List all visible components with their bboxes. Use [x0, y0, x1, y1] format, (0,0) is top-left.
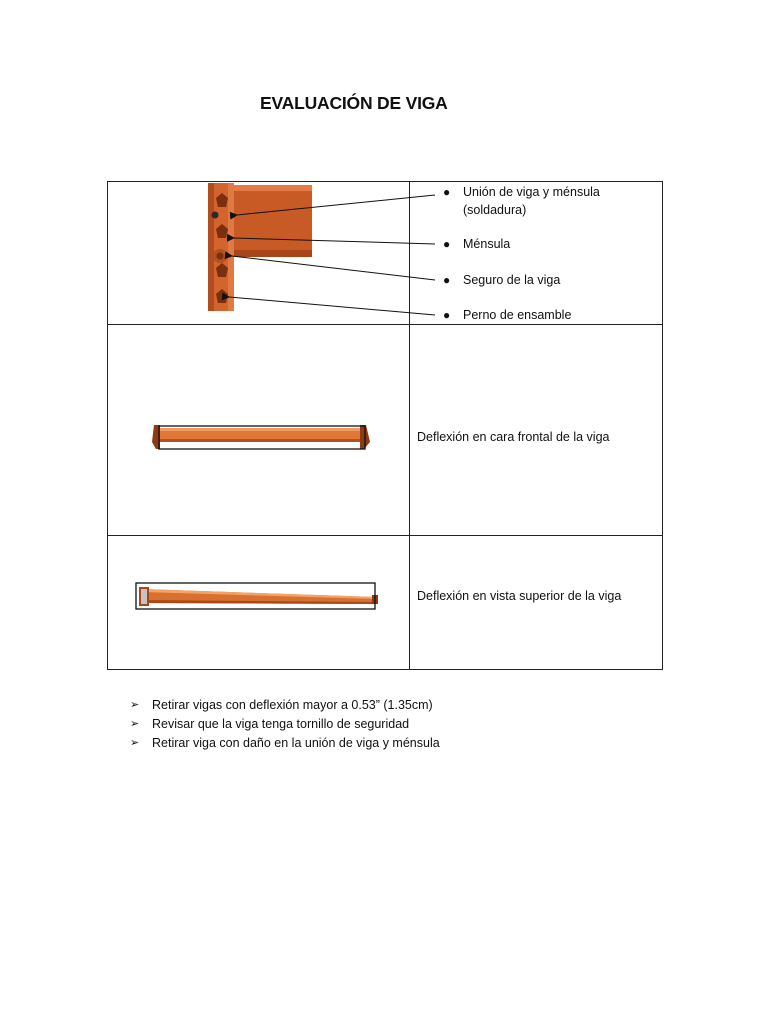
- bullet-dot-icon: ●: [443, 308, 451, 322]
- leader-line-bolt: [229, 297, 435, 315]
- table-row: [108, 536, 663, 670]
- table-row: [108, 325, 663, 536]
- instruction-item: [130, 734, 440, 753]
- arrowhead-bullet-icon: ➢: [130, 737, 140, 749]
- bullet-dot-icon: ●: [443, 237, 451, 251]
- label-bracket: Ménsula: [463, 237, 511, 251]
- list-item-weld: [443, 183, 658, 219]
- label-weld: Unión de viga y ménsula (soldadura): [463, 185, 600, 217]
- label-lock: Seguro de la viga: [463, 273, 561, 287]
- leader-line-lock: [232, 256, 435, 280]
- beam-top-view-photo: [108, 536, 409, 669]
- bullet-dot-icon: ●: [443, 273, 451, 287]
- instruction-item: [130, 715, 440, 734]
- evaluation-table: [107, 181, 663, 670]
- bullet-dot-icon: ●: [443, 185, 451, 199]
- list-item-bolt: [443, 306, 658, 324]
- list-item-bracket: [443, 235, 658, 253]
- table-cell-front-text: [410, 325, 663, 536]
- table-cell-top-image: [108, 536, 410, 670]
- instruction-text: Retirar viga con daño en la unión de viga y ménsula: [152, 736, 440, 750]
- arrowhead-bullet-icon: ➢: [130, 699, 140, 711]
- front-deflection-label: Deflexión en cara frontal de la viga: [417, 430, 610, 444]
- instructions-list: [130, 696, 440, 753]
- instruction-text: Retirar vigas con deflexión mayor a 0.53” (1.35cm): [152, 698, 433, 712]
- top-deflection-label: Deflexión en vista superior de la viga: [417, 589, 622, 603]
- list-item-lock: [443, 271, 658, 289]
- table-cell-front-image: [108, 325, 410, 536]
- instruction-item: [130, 696, 440, 715]
- table-row: [108, 182, 663, 325]
- page-title: EVALUACIÓN DE VIGA: [260, 93, 448, 113]
- table-cell-bracket-image: [108, 182, 410, 325]
- arrowhead-bullet-icon: ➢: [130, 718, 140, 730]
- table-cell-bracket-labels: [410, 182, 663, 325]
- beam-front-view-photo: [108, 325, 409, 535]
- label-bolt: Perno de ensamble: [463, 308, 572, 322]
- instruction-text: Revisar que la viga tenga tornillo de seguridad: [152, 717, 410, 731]
- table-cell-top-text: [410, 536, 663, 670]
